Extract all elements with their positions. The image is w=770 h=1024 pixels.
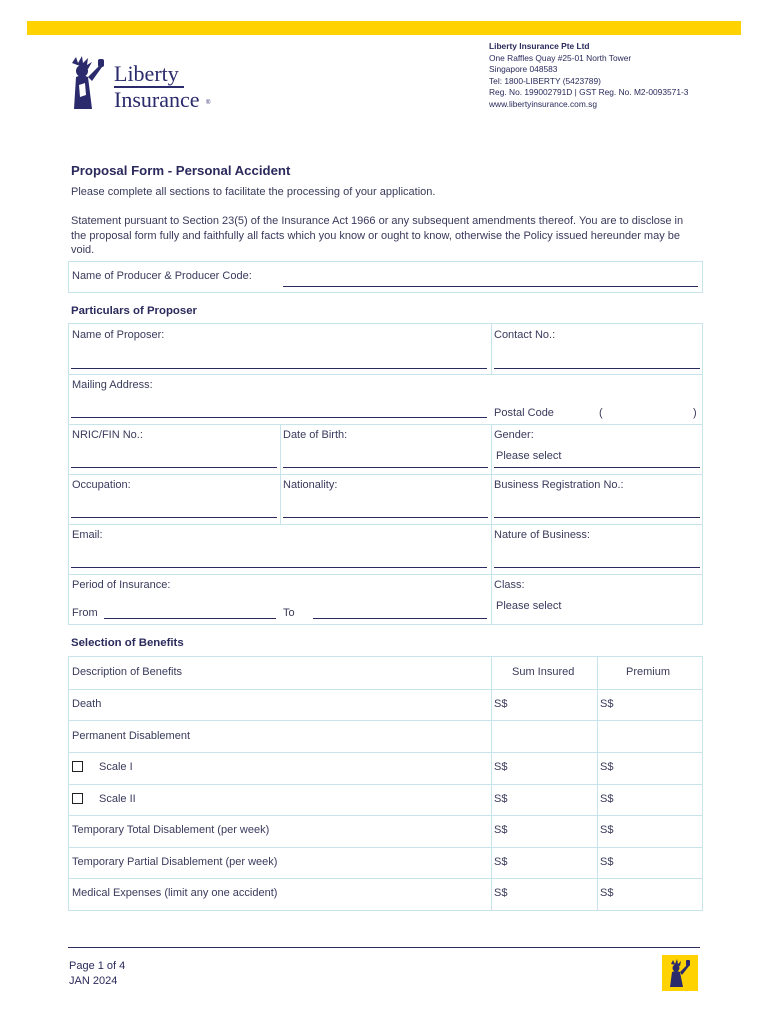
class-label: Class: bbox=[494, 579, 525, 591]
registered-mark: ® bbox=[206, 100, 211, 106]
benefit-tpd-sum[interactable]: S$ bbox=[494, 856, 508, 868]
footer-liberty-mark bbox=[662, 955, 698, 991]
header-description: Description of Benefits bbox=[72, 666, 183, 678]
postal-code-label: Postal Code bbox=[494, 407, 554, 419]
nationality-input[interactable] bbox=[283, 517, 488, 518]
class-select[interactable]: Please select bbox=[496, 600, 562, 612]
proposer-row-divider bbox=[69, 474, 702, 475]
from-label: From bbox=[72, 607, 98, 619]
company-address-1: One Raffles Quay #25-01 North Tower bbox=[489, 52, 632, 63]
proposer-name-input[interactable] bbox=[71, 368, 487, 369]
mailing-address-label: Mailing Address: bbox=[72, 379, 153, 391]
scale-1-checkbox[interactable] bbox=[72, 761, 83, 772]
period-to-input[interactable] bbox=[313, 618, 487, 619]
nature-of-business-label: Nature of Business: bbox=[494, 529, 590, 541]
nric-input[interactable] bbox=[71, 467, 277, 468]
gender-select[interactable]: Please select bbox=[496, 450, 562, 462]
to-label: To bbox=[283, 607, 295, 619]
contact-input[interactable] bbox=[494, 368, 700, 369]
footer-divider bbox=[68, 947, 700, 948]
benefit-medical-label: Medical Expenses (limit any one accident) bbox=[72, 887, 278, 899]
benefits-row-divider bbox=[69, 752, 702, 753]
producer-label: Name of Producer & Producer Code: bbox=[72, 270, 252, 282]
dob-input[interactable] bbox=[283, 467, 488, 468]
occupation-input[interactable] bbox=[71, 517, 277, 518]
email-label: Email: bbox=[72, 529, 103, 541]
company-name: Liberty Insurance Pte Ltd bbox=[489, 41, 590, 51]
contact-label: Contact No.: bbox=[494, 329, 556, 341]
statue-of-liberty-icon bbox=[662, 955, 698, 991]
producer-input[interactable] bbox=[283, 286, 698, 287]
logo-text-insurance: Insurance bbox=[114, 87, 200, 112]
benefit-scale-2-label: Scale II bbox=[99, 793, 136, 805]
company-reg: Reg. No. 199002791D | GST Reg. No. M2-0093571-3 bbox=[489, 87, 689, 98]
top-brand-bar bbox=[27, 21, 741, 35]
period-label: Period of Insurance: bbox=[72, 579, 171, 591]
benefit-scale-2-sum[interactable]: S$ bbox=[494, 793, 508, 805]
benefits-row-divider bbox=[69, 815, 702, 816]
benefit-scale-2-premium[interactable]: S$ bbox=[600, 793, 614, 805]
benefit-death-label: Death bbox=[72, 698, 102, 710]
benefit-medical-premium[interactable]: S$ bbox=[600, 887, 614, 899]
proposer-col-divider bbox=[491, 324, 492, 374]
benefits-row-divider bbox=[69, 784, 702, 785]
postal-code-input[interactable] bbox=[607, 404, 691, 420]
gender-underline bbox=[494, 467, 700, 468]
benefits-row-divider bbox=[69, 689, 702, 690]
company-info bbox=[489, 41, 688, 111]
benefit-death-premium[interactable]: S$ bbox=[600, 698, 614, 710]
benefits-row-divider bbox=[69, 720, 702, 721]
producer-box bbox=[68, 261, 703, 293]
form-intro: Please complete all sections to facilitate the processing of your application. bbox=[71, 186, 436, 198]
period-from-input[interactable] bbox=[104, 618, 276, 619]
proposer-row-divider bbox=[69, 524, 702, 525]
benefit-scale-1-label: Scale I bbox=[99, 761, 133, 773]
benefits-table bbox=[68, 656, 703, 911]
business-reg-input[interactable] bbox=[494, 517, 700, 518]
benefit-scale-1-sum[interactable]: S$ bbox=[494, 761, 508, 773]
benefit-death-sum[interactable]: S$ bbox=[494, 698, 508, 710]
footer-page-number: Page 1 of 4 bbox=[69, 960, 126, 972]
nric-label: NRIC/FIN No.: bbox=[72, 429, 143, 441]
scale-2-checkbox[interactable] bbox=[72, 793, 83, 804]
benefit-ttd-label: Temporary Total Disablement (per week) bbox=[72, 824, 270, 836]
header-sum-insured: Sum Insured bbox=[512, 666, 575, 678]
logo-text-liberty: Liberty bbox=[114, 61, 179, 86]
form-statement: Statement pursuant to Section 23(5) of the Insurance Act 1966 or any subsequent amendments thereof. You are to disclose in the proposal form fully and faithfully all facts which you know or ought to know, otherwise the Policy issued hereunder may be void. bbox=[71, 215, 684, 257]
liberty-logo bbox=[66, 55, 216, 115]
company-address-2: Singapore 048583 bbox=[489, 64, 558, 75]
email-input[interactable] bbox=[71, 567, 487, 568]
benefit-ttd-sum[interactable]: S$ bbox=[494, 824, 508, 836]
header-premium: Premium bbox=[626, 666, 671, 678]
proposer-section-title: Particulars of Proposer bbox=[71, 305, 197, 317]
proposer-grid bbox=[68, 323, 703, 625]
proposer-row-divider bbox=[69, 574, 702, 575]
statue-of-liberty-icon bbox=[66, 55, 114, 111]
gender-label: Gender: bbox=[494, 429, 534, 441]
proposer-col-divider bbox=[491, 424, 492, 624]
company-tel: Tel: 1800-LIBERTY (5423789) bbox=[489, 75, 601, 86]
benefits-row-divider bbox=[69, 847, 702, 848]
mailing-address-input[interactable] bbox=[71, 417, 487, 418]
benefits-row-divider bbox=[69, 878, 702, 879]
proposer-row-divider bbox=[69, 374, 702, 375]
proposer-col-divider bbox=[280, 424, 281, 524]
form-title: Proposal Form - Personal Accident bbox=[71, 163, 291, 178]
dob-label: Date of Birth: bbox=[283, 429, 348, 441]
company-website: www.libertyinsurance.com.sg bbox=[489, 98, 597, 109]
benefit-scale-1-premium[interactable]: S$ bbox=[600, 761, 614, 773]
benefit-permanent-label: Permanent Disablement bbox=[72, 730, 191, 742]
benefit-medical-sum[interactable]: S$ bbox=[494, 887, 508, 899]
postal-code-close-paren: ) bbox=[693, 407, 697, 419]
benefit-tpd-premium[interactable]: S$ bbox=[600, 856, 614, 868]
postal-code-open-paren: ( bbox=[599, 407, 603, 419]
proposer-name-label: Name of Proposer: bbox=[72, 329, 165, 341]
benefit-ttd-premium[interactable]: S$ bbox=[600, 824, 614, 836]
nationality-label: Nationality: bbox=[283, 479, 338, 491]
benefit-tpd-label: Temporary Partial Disablement (per week) bbox=[72, 856, 278, 868]
nature-of-business-input[interactable] bbox=[494, 567, 700, 568]
proposer-row-divider bbox=[69, 424, 702, 425]
benefits-section-title: Selection of Benefits bbox=[71, 637, 184, 649]
business-reg-label: Business Registration No.: bbox=[494, 479, 624, 491]
footer-date: JAN 2024 bbox=[69, 975, 118, 987]
occupation-label: Occupation: bbox=[72, 479, 131, 491]
